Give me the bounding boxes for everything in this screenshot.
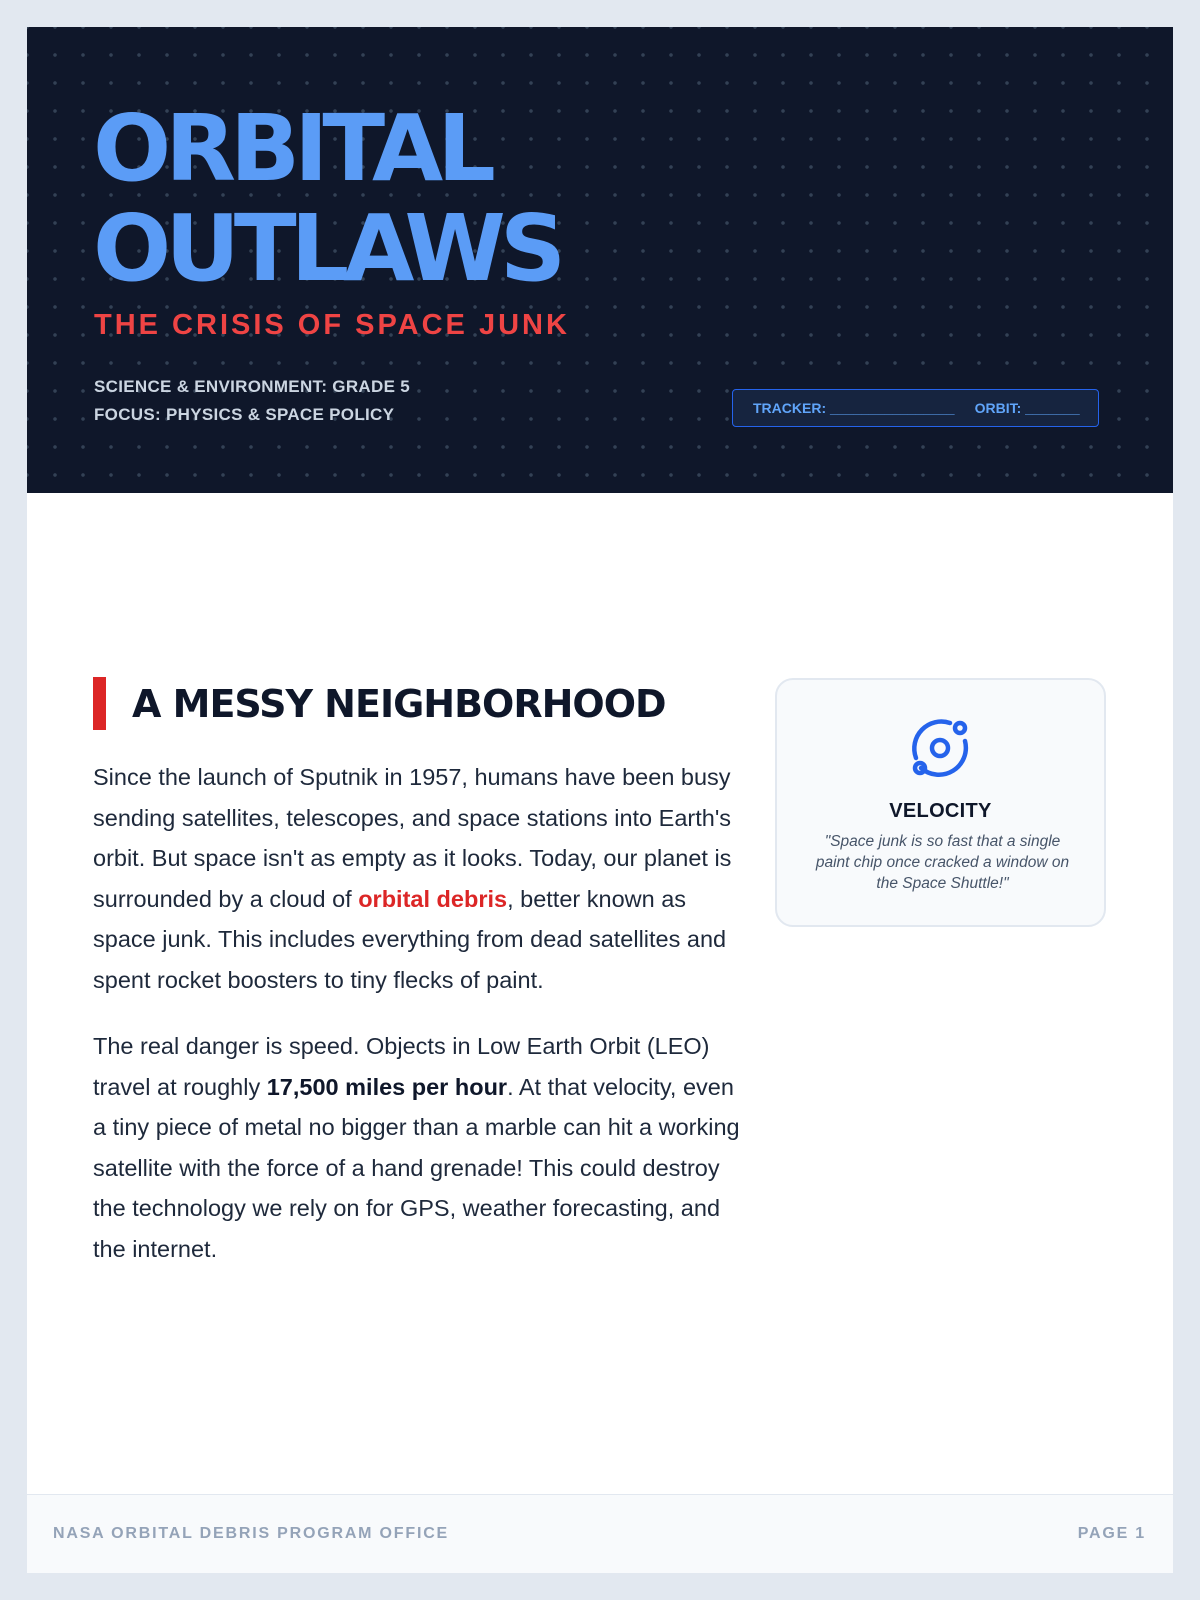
paragraph-1-text-b: , better known as space junk. This includes everything from dead satellites and spent rocket boosters to tiny flecks of paint. [93, 885, 727, 993]
footer-source: NASA ORBITAL DEBRIS PROGRAM OFFICE [53, 1525, 450, 1542]
paragraph-2-text-a: The real danger is speed. Objects in Low Earth Orbit (LEO) travel at roughly [93, 1033, 710, 1100]
highlight-term: orbital debris [358, 885, 508, 912]
page-subtitle: THE CRISIS OF SPACE JUNK [94, 309, 570, 341]
page-title [93, 95, 561, 302]
speed-value: 17,500 miles per hour [266, 1073, 508, 1100]
card-title: VELOCITY [889, 800, 992, 822]
worksheet-page [27, 27, 1173, 1573]
header-banner [27, 27, 1173, 493]
paragraph-2 [93, 1026, 753, 1269]
grade-label: SCIENCE & ENVIRONMENT: GRADE 5 [94, 377, 410, 396]
page-number: PAGE 1 [1077, 1525, 1146, 1542]
tracker-field[interactable]: TRACKER: ________________ [753, 400, 955, 416]
paragraph-1-text-a: Since the launch of Sputnik in 1957, humans have been busy sending satellites, telescopes, and space stations into Earth's orbit. But space isn't as empty as it looks. Today, our planet is surrounded by a cloud of [93, 764, 732, 912]
course-meta [94, 373, 410, 429]
section-heading [93, 677, 753, 730]
velocity-fact-card [775, 678, 1106, 927]
title-line-2: OUTLAWS [93, 195, 561, 302]
paragraph-1 [93, 757, 753, 1000]
focus-label: FOCUS: PHYSICS & SPACE POLICY [94, 405, 395, 424]
paragraph-2-text-b: . At that velocity, even a tiny piece of metal no bigger than a marble can hit a working satellite with the force of a hand grenade! This could destroy the technology we rely on for GPS, weather forecasting, and the internet. [93, 1073, 740, 1262]
orbit-field[interactable]: ORBIT: _______ [974, 400, 1080, 416]
section-accent-bar [93, 677, 106, 730]
card-quote: "Space junk is so fast that a single paint chip once cracked a window on the Space Shuttle!" [815, 833, 1070, 892]
page-footer [27, 1494, 1173, 1573]
section-title: A MESSY NEIGHBORHOOD [132, 681, 666, 726]
tracker-box [732, 389, 1099, 427]
title-line-1: ORBITAL [93, 95, 490, 202]
orbit-icon [906, 714, 974, 782]
section-body [93, 757, 753, 1295]
